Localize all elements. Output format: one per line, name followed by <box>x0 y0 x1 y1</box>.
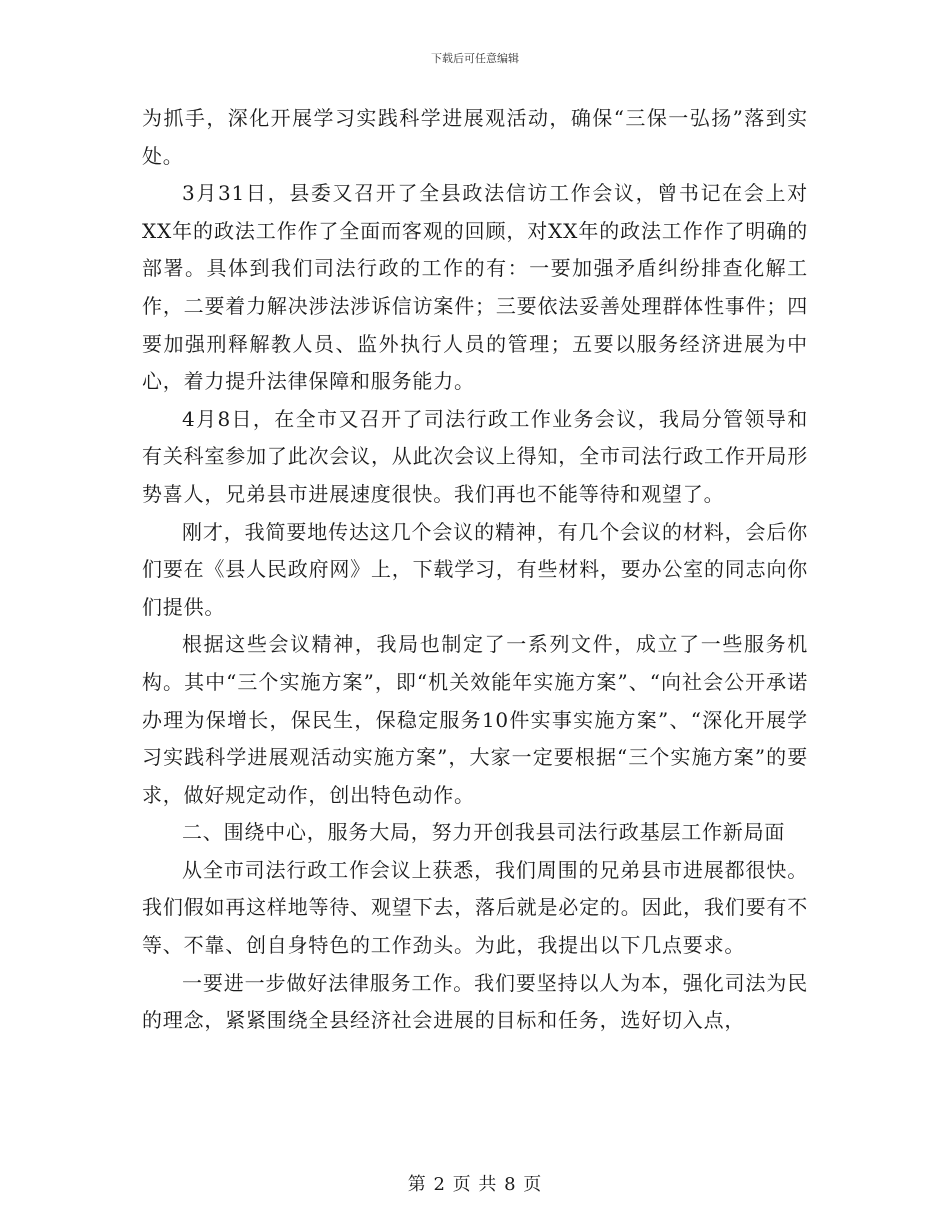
paragraph: 一要进一步做好法律服务工作。我们要坚持以人为本，强化司法为民的理念，紧紧围绕全县经济社会进展的目标和任务，选好切入点， <box>142 970 808 1033</box>
paragraph-continuation: 为抓手，深化开展学习实践科学进展观活动，确保“三保一弘扬”落到实处。 <box>142 106 808 168</box>
paragraph: 刚才，我简要地传达这几个会议的精神，有几个会议的材料，会后你们要在《县人民政府网》上，下载学习，有些材料，要办公室的同志向你们提供。 <box>142 519 808 619</box>
paragraph: 3月31日，县委又召开了全县政法信访工作会议，曾书记在会上对XX年的政法工作作了全面而客观的回顾，对XX年的政法工作作了明确的部署。具体到我们司法行政的工作的有：一要加强矛盾纠纷排查化解工作，二要着力解决涉法涉诉信访案件；三要依法妥善处理群体性事件；四要加强刑释解教人员、监外执行人员的管理；五要以服务经济进展为中心，着力提升法律保障和服务能力。 <box>142 181 808 394</box>
paragraph: 从全市司法行政工作会议上获悉，我们周围的兄弟县市进展都很快。我们假如再这样地等待、观望下去，落后就是必定的。因此，我们要有不等、不靠、创自身特色的工作劲头。为此，我提出以下几点要求。 <box>142 857 808 958</box>
page-number: 第 2 页 共 8 页 <box>407 1174 543 1195</box>
paragraph: 根据这些会议精神，我局也制定了一系列文件，成立了一些服务机构。其中“三个实施方案”，即“机关效能年实施方案”、“向社会公开承诺办理为保增长，保民生，保稳定服务10件实事实施方案”、“深化开展学习实践科学进展观活动实施方案”，大家一定要根据“三个实施方案”的要求，做好规定动作，创出特色动作。 <box>142 632 808 807</box>
document-body <box>142 100 808 1040</box>
section-heading: 二、围绕中心，服务大局，努力开创我县司法行政基层工作新局面 <box>182 820 786 845</box>
page-header: 下载后可任意编辑 <box>431 52 519 65</box>
paragraph: 4月8日，在全市又召开了司法行政工作业务会议，我局分管领导和有关科室参加了此次会议，从此次会议上得知，全市司法行政工作开局形势喜人，兄弟县市进展速度很快。我们再也不能等待和观望了。 <box>142 406 808 506</box>
